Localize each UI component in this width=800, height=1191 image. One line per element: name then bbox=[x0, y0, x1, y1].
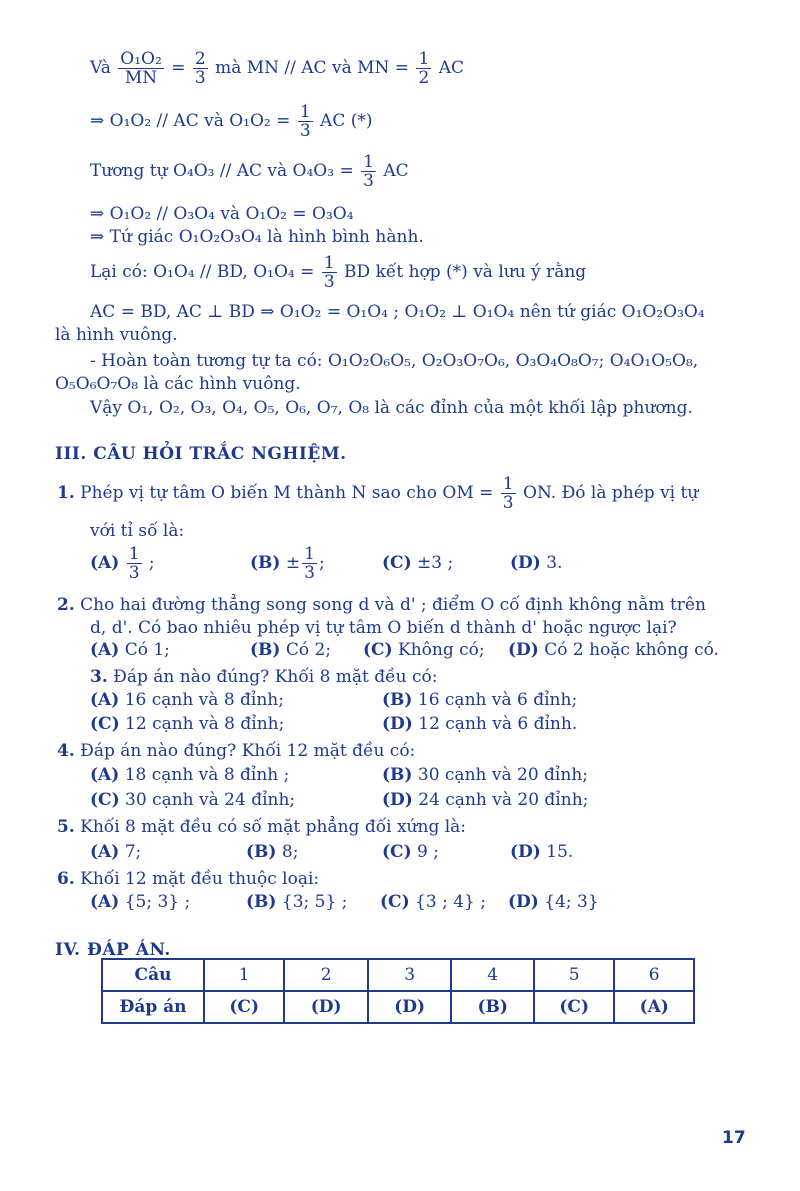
option-label: (D) bbox=[510, 553, 541, 573]
fraction bbox=[501, 475, 516, 512]
option-text: 7; bbox=[124, 842, 142, 862]
option-label: (A) bbox=[90, 892, 120, 912]
fraction bbox=[193, 50, 208, 87]
fraction bbox=[118, 50, 164, 87]
option-label: (C) bbox=[363, 640, 393, 660]
option-text: {3 ; 4} ; bbox=[415, 892, 486, 912]
fraction bbox=[361, 153, 376, 190]
text: Phép vị tự tâm O biến M thành N sao cho OM = bbox=[80, 483, 494, 503]
option-label: (C) bbox=[90, 714, 120, 734]
text: ; bbox=[318, 553, 325, 573]
option-label: (B) bbox=[246, 892, 277, 912]
proof-line-6 bbox=[90, 254, 586, 291]
table-cell: 6 bbox=[614, 959, 694, 991]
q5-option-a[interactable] bbox=[90, 842, 141, 862]
text: Tương tự O₄O₃ // AC và O₄O₃ = bbox=[90, 161, 354, 181]
proof-line-3 bbox=[90, 153, 409, 190]
text: Lại có: O₁O₄ // BD, O₁O₄ = bbox=[90, 262, 315, 282]
frac-num: O₁O₂ bbox=[120, 49, 162, 69]
q4-option-c[interactable] bbox=[90, 790, 295, 810]
option-text: ±3 ; bbox=[417, 553, 454, 573]
frac-num: 1 bbox=[363, 152, 374, 172]
option-label: (B) bbox=[382, 690, 413, 710]
option-label: (B) bbox=[382, 765, 413, 785]
text: mà MN // AC và MN = bbox=[215, 58, 410, 78]
text: AC (*) bbox=[320, 111, 373, 131]
option-label: (B) bbox=[250, 640, 281, 660]
table-row-header: Đáp án bbox=[102, 991, 204, 1023]
question-number: 3. bbox=[90, 667, 108, 687]
question-2 bbox=[57, 594, 706, 616]
frac-num: 1 bbox=[323, 253, 335, 273]
q2-option-b[interactable] bbox=[250, 640, 331, 660]
proof-line-11: Vậy O₁, O₂, O₃, O₄, O₅, O₆, O₇, O₈ là các đỉnh của một khối lập phương. bbox=[90, 398, 693, 418]
proof-line-9: - Hoàn toàn tương tự ta có: O₁O₂O₆O₅, O₂O₃O₇O₆, O₃O₄O₈O₇; O₄O₁O₅O₈, bbox=[90, 351, 699, 371]
q3-option-c[interactable] bbox=[90, 714, 284, 734]
table-cell: 2 bbox=[284, 959, 368, 991]
proof-line-10: O₅O₆O₇O₈ là các hình vuông. bbox=[55, 374, 301, 394]
section-heading-3: III. CÂU HỎI TRẮC NGHIỆM. bbox=[55, 444, 347, 464]
fraction bbox=[416, 50, 431, 87]
question-number: 6. bbox=[57, 869, 75, 889]
q6-option-a[interactable] bbox=[90, 892, 190, 912]
frac-num: 1 bbox=[418, 49, 430, 69]
text: ON. Đó là phép vị tự bbox=[523, 483, 699, 503]
answer-table bbox=[101, 958, 695, 1024]
frac-den: 3 bbox=[304, 563, 315, 583]
table-cell: 1 bbox=[204, 959, 284, 991]
table-cell: (B) bbox=[451, 991, 534, 1023]
frac-den: 3 bbox=[194, 68, 206, 88]
frac-num: 2 bbox=[194, 49, 206, 69]
text: AC bbox=[438, 58, 464, 78]
table-cell: (D) bbox=[368, 991, 452, 1023]
option-label: (C) bbox=[380, 892, 410, 912]
text: AC bbox=[383, 161, 409, 181]
text: ; bbox=[148, 553, 155, 573]
option-label: (B) bbox=[246, 842, 277, 862]
option-label: (D) bbox=[382, 790, 413, 810]
q5-option-d[interactable] bbox=[510, 842, 573, 862]
option-label: (A) bbox=[90, 842, 120, 862]
option-label: (A) bbox=[90, 690, 120, 710]
table-row-header: Câu bbox=[102, 959, 204, 991]
q3-option-a[interactable] bbox=[90, 690, 284, 710]
option-label: (A) bbox=[90, 553, 120, 573]
option-text: 16 cạnh và 6 đỉnh; bbox=[417, 690, 578, 710]
question-1 bbox=[57, 475, 698, 512]
q3-option-d[interactable] bbox=[382, 714, 577, 734]
q1-option-c[interactable] bbox=[382, 553, 453, 573]
option-text: {5; 3} ; bbox=[124, 892, 191, 912]
q1-option-a[interactable] bbox=[90, 545, 155, 582]
text: BD kết hợp (*) và lưu ý rằng bbox=[344, 262, 587, 282]
table-row bbox=[102, 991, 694, 1023]
option-text: Có 1; bbox=[124, 640, 170, 660]
frac-den: MN bbox=[124, 68, 158, 88]
option-text: Không có; bbox=[398, 640, 485, 660]
text: Khối 8 mặt đều có số mặt phẳng đối xứng là: bbox=[80, 817, 467, 837]
option-text: 30 cạnh và 20 đỉnh; bbox=[417, 765, 588, 785]
q2-option-d[interactable] bbox=[508, 640, 719, 660]
frac-num: 1 bbox=[304, 544, 315, 564]
question-number: 4. bbox=[57, 741, 75, 761]
option-text: Có 2; bbox=[285, 640, 332, 660]
proof-line-4: ⇒ O₁O₂ // O₃O₄ và O₁O₂ = O₃O₄ bbox=[90, 204, 354, 224]
question-3 bbox=[90, 666, 437, 688]
option-text: {3; 5} ; bbox=[281, 892, 348, 912]
q1-option-d[interactable] bbox=[510, 553, 562, 573]
option-text: 18 cạnh và 8 đỉnh ; bbox=[124, 765, 290, 785]
question-number: 2. bbox=[57, 595, 75, 615]
question-1-line-2: với tỉ số là: bbox=[90, 521, 185, 541]
text: ± bbox=[285, 553, 301, 573]
proof-line-2 bbox=[90, 103, 373, 140]
fraction bbox=[302, 545, 317, 582]
section-heading-4: IV. ĐÁP ÁN. bbox=[55, 940, 171, 960]
proof-line-5: ⇒ Tứ giác O₁O₂O₃O₄ là hình bình hành. bbox=[90, 227, 424, 247]
q5-option-b[interactable] bbox=[246, 842, 298, 862]
text: Đáp án nào đúng? Khối 12 mặt đều có: bbox=[80, 741, 416, 761]
option-label: (D) bbox=[510, 842, 541, 862]
question-number: 5. bbox=[57, 817, 75, 837]
table-cell: (C) bbox=[204, 991, 284, 1023]
option-label: (C) bbox=[382, 842, 412, 862]
option-text: 8; bbox=[281, 842, 299, 862]
option-label: (B) bbox=[250, 553, 281, 573]
fraction bbox=[127, 545, 142, 582]
table-cell: (A) bbox=[614, 991, 694, 1023]
q6-option-c[interactable] bbox=[380, 892, 486, 912]
table-cell: 5 bbox=[534, 959, 614, 991]
question-6 bbox=[57, 868, 319, 890]
q5-option-c[interactable] bbox=[382, 842, 439, 862]
table-cell: 3 bbox=[368, 959, 452, 991]
proof-line-1 bbox=[90, 50, 464, 87]
option-label: (C) bbox=[382, 553, 412, 573]
option-label: (C) bbox=[90, 790, 120, 810]
q3-option-b[interactable] bbox=[382, 690, 577, 710]
text: Cho hai đường thẳng song song d và d' ; điểm O cố định không nằm trên bbox=[80, 595, 706, 615]
table-cell: 4 bbox=[451, 959, 534, 991]
frac-den: 3 bbox=[363, 171, 374, 191]
frac-den: 3 bbox=[502, 493, 514, 513]
option-text: 3. bbox=[546, 553, 563, 573]
question-number: 1. bbox=[57, 483, 75, 503]
table-cell: (C) bbox=[534, 991, 614, 1023]
option-label: (D) bbox=[508, 640, 539, 660]
q1-option-b[interactable] bbox=[250, 545, 325, 582]
frac-num: 1 bbox=[502, 474, 514, 494]
text: = bbox=[171, 58, 186, 78]
question-5 bbox=[57, 816, 466, 838]
fraction bbox=[298, 103, 313, 140]
option-text: {4; 3} bbox=[544, 892, 599, 912]
frac-den: 3 bbox=[299, 121, 311, 141]
option-label: (D) bbox=[508, 892, 539, 912]
question-2-line-2: d, d'. Có bao nhiêu phép vị tự tâm O biến d thành d' hoặc ngược lại? bbox=[90, 618, 677, 638]
option-text: 15. bbox=[546, 842, 574, 862]
frac-den: 3 bbox=[323, 272, 335, 292]
proof-line-7: AC = BD, AC ⊥ BD ⇒ O₁O₂ = O₁O₄ ; O₁O₂ ⊥ O₁O₄ nên tứ giác O₁O₂O₃O₄ bbox=[90, 302, 705, 322]
option-label: (A) bbox=[90, 765, 120, 785]
q6-option-d[interactable] bbox=[508, 892, 599, 912]
page-number: 17 bbox=[722, 1128, 746, 1148]
text: Khối 12 mặt đều thuộc loại: bbox=[80, 869, 320, 889]
frac-den: 3 bbox=[128, 563, 140, 583]
option-label: (A) bbox=[90, 640, 120, 660]
table-cell: (D) bbox=[284, 991, 368, 1023]
option-text: 30 cạnh và 24 đỉnh; bbox=[125, 790, 296, 810]
question-4 bbox=[57, 740, 415, 762]
text: Đáp án nào đúng? Khối 8 mặt đều có: bbox=[113, 667, 438, 687]
option-text: 12 cạnh và 6 đỉnh. bbox=[418, 714, 578, 734]
frac-num: 1 bbox=[128, 544, 140, 564]
option-text: 9 ; bbox=[417, 842, 439, 862]
q4-option-a[interactable] bbox=[90, 765, 289, 785]
q2-option-c[interactable] bbox=[363, 640, 485, 660]
option-text: 16 cạnh và 8 đỉnh; bbox=[124, 690, 284, 710]
q4-option-d[interactable] bbox=[382, 790, 588, 810]
option-text: 12 cạnh và 8 đỉnh; bbox=[125, 714, 285, 734]
q4-option-b[interactable] bbox=[382, 765, 588, 785]
option-text: 24 cạnh và 20 đỉnh; bbox=[418, 790, 589, 810]
option-label: (D) bbox=[382, 714, 413, 734]
table-row bbox=[102, 959, 694, 991]
proof-line-8: là hình vuông. bbox=[55, 325, 178, 345]
option-text: Có 2 hoặc không có. bbox=[544, 640, 719, 660]
frac-num: 1 bbox=[299, 102, 311, 122]
q2-option-a[interactable] bbox=[90, 640, 170, 660]
text: Và bbox=[90, 58, 111, 78]
fraction bbox=[322, 254, 337, 291]
q6-option-b[interactable] bbox=[246, 892, 347, 912]
frac-den: 2 bbox=[418, 68, 430, 88]
text: ⇒ O₁O₂ // AC và O₁O₂ = bbox=[90, 111, 291, 131]
